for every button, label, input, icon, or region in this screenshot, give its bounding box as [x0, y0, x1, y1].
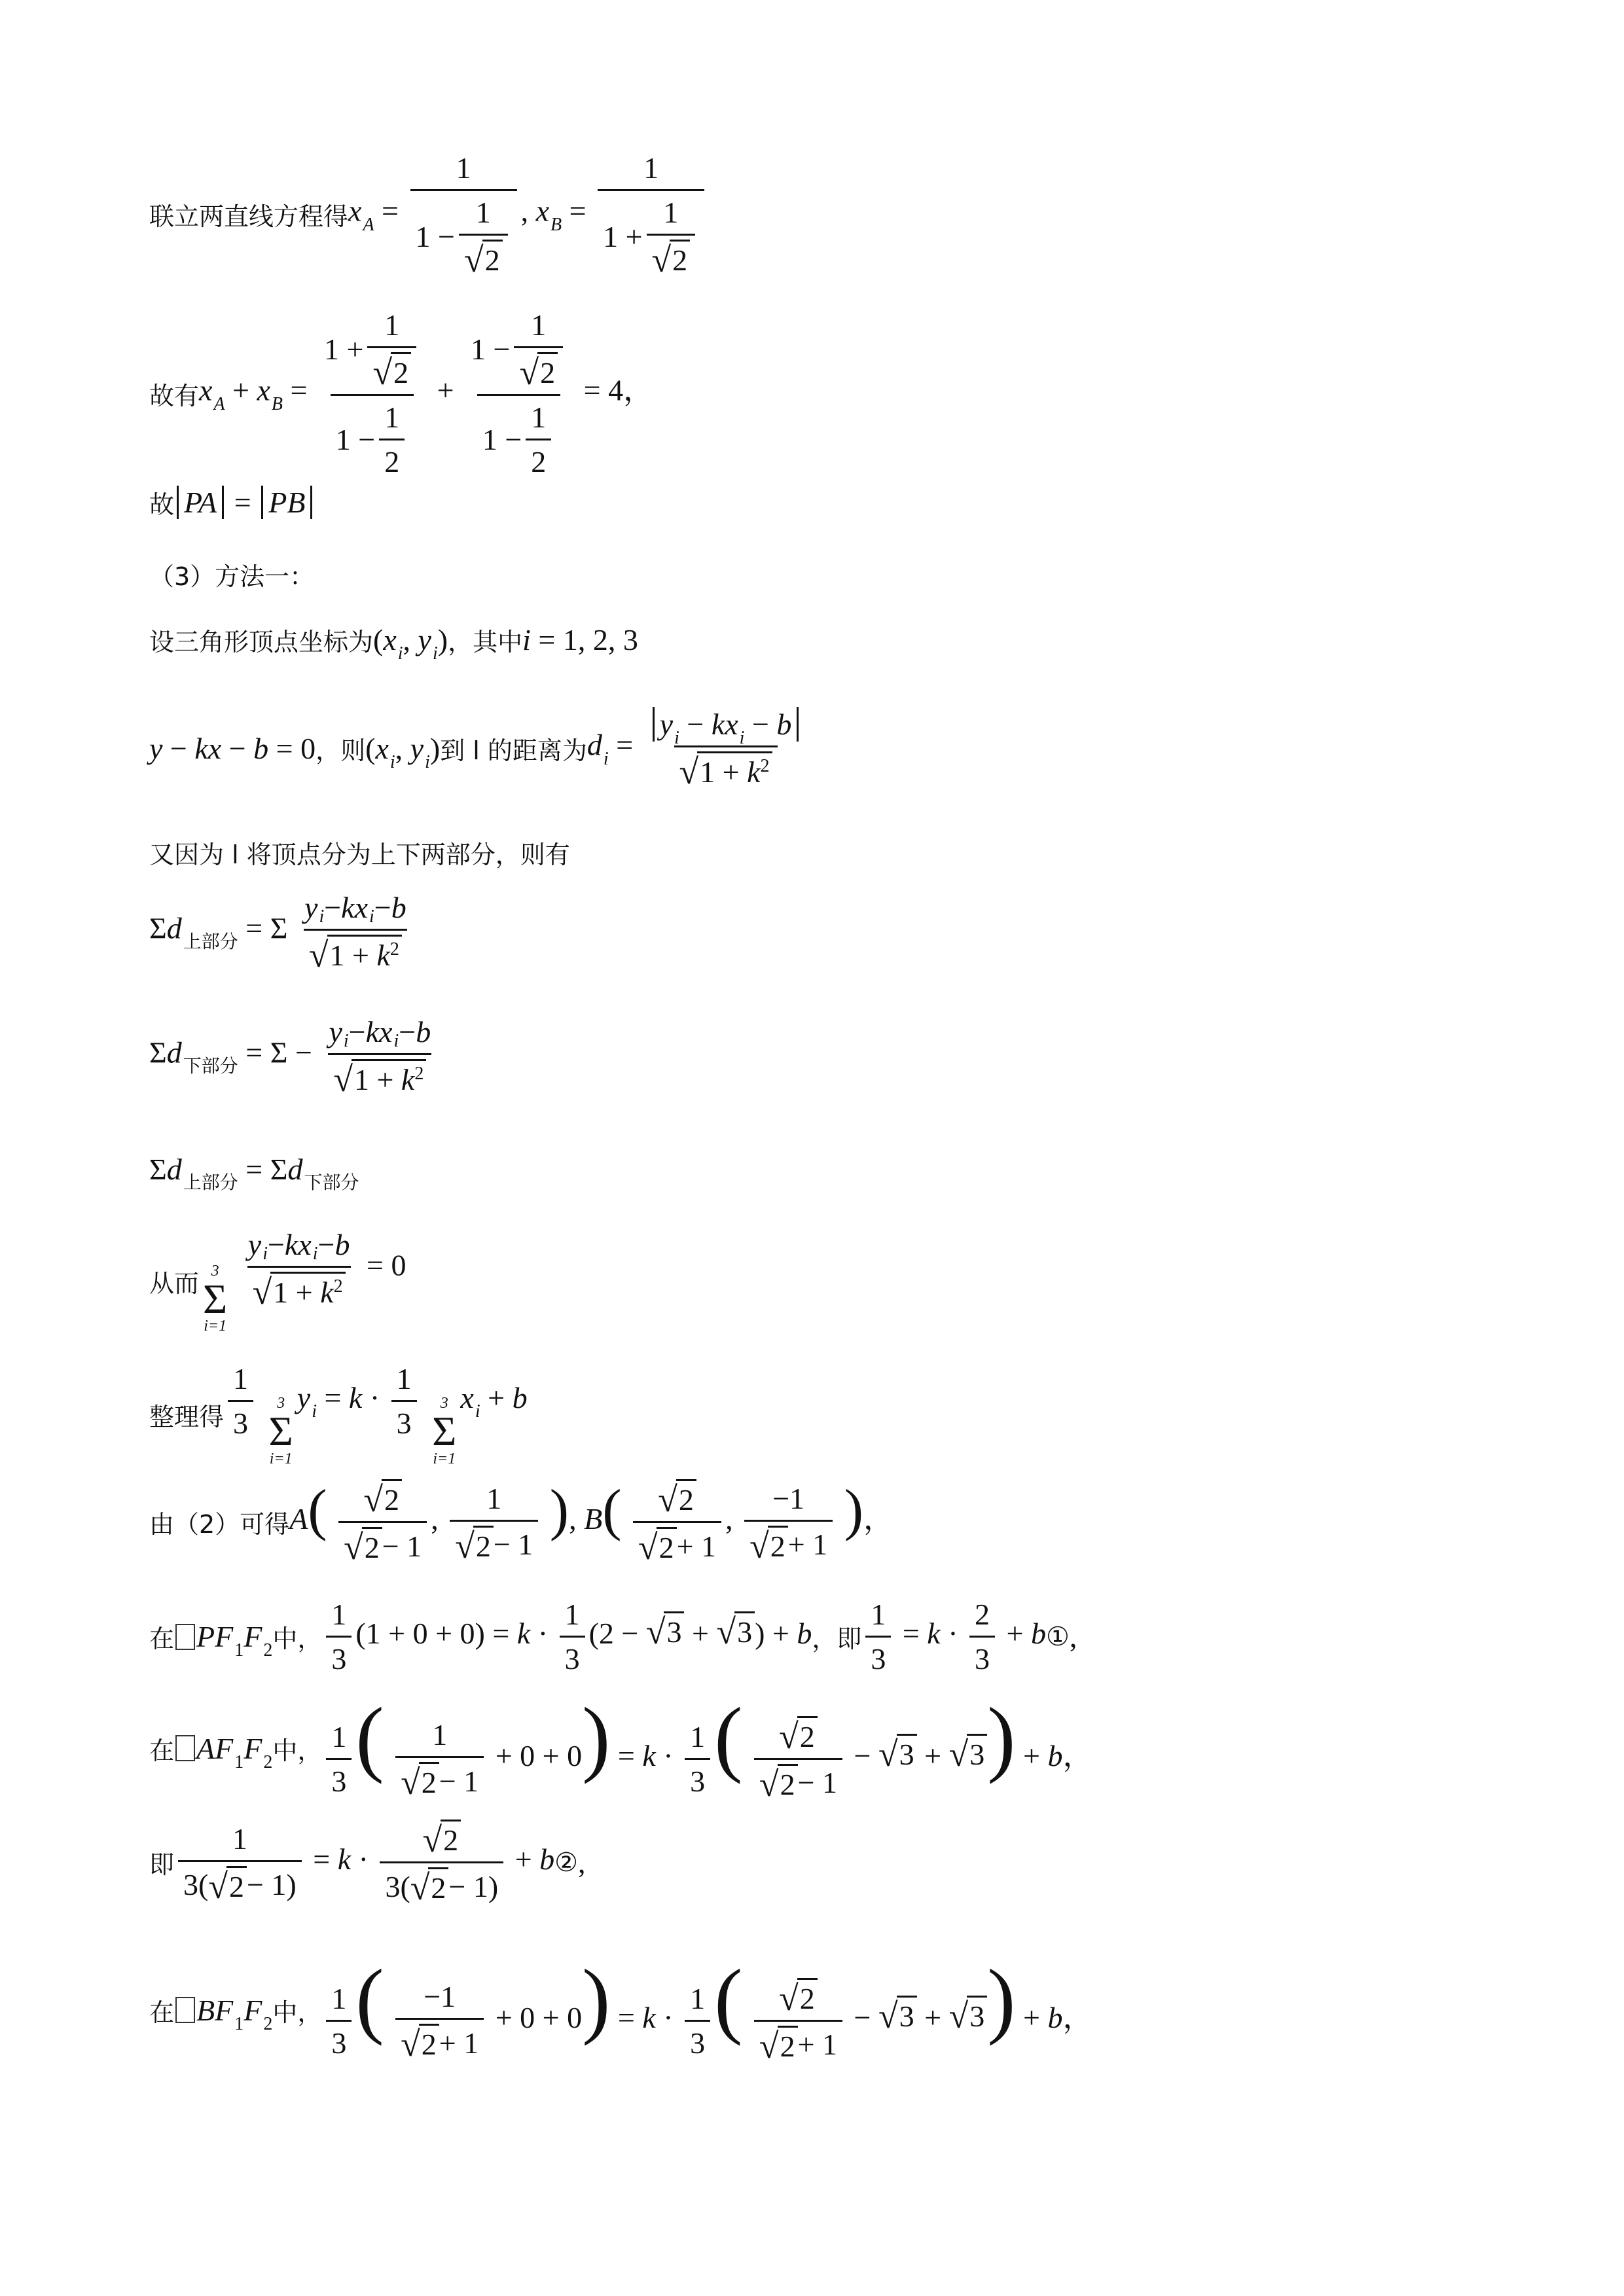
formula-pf1f2: $PF_1F_2$ [196, 1620, 273, 1660]
text-congerr: 从而 [149, 1269, 200, 1299]
label-upper: 上部分 [183, 931, 238, 952]
line-triangle-pf1f2: 在 $PF_1F_2$ 中， $\frac{1}{3}$ (1 + 0 + 0) = k · $\frac{1}{3}$ (2 − √ 3 + √ 3 ) + b ，即 $\frac{1}{3}$ = k · $\frac{2}{3}$ + b ① , [149, 1598, 1077, 1676]
text-zhong-2: 中， [272, 1736, 323, 1765]
text-zai-2: 在 [149, 1736, 175, 1765]
line-triangle-bf1f2 [149, 1952, 1093, 2066]
formula-pa-pb: PA = PB [174, 485, 315, 520]
formula-di: $d_i$ = $y_i - kx_i - b$ √ $1 + k^2$ [587, 707, 810, 789]
text-split: 又因为 l 将顶点分为上下两部分，则有 [149, 840, 570, 869]
formula-eq2: 1 3( √ 2 − 1) = k · √ 2 3( √ 2 − 1) + b [174, 1820, 554, 1905]
text-guyou: 故有 [149, 381, 200, 410]
line-distance [149, 707, 810, 789]
text-she: 设三角形顶点坐标为 [149, 628, 374, 656]
text-dao-l: 到 l 的距离为 [440, 736, 587, 765]
formula-eq1-simplified: $\frac{1}{3}$ = k · $\frac{2}{3}$ + b [861, 1597, 1046, 1676]
line-sum-upper [149, 890, 416, 973]
line-method-one [149, 556, 314, 592]
line-split [149, 834, 570, 870]
formula-sum: $x_A + x_B$ = 1 + 1 √ 2 1 − $\frac{1}{2}$ + 1 − 1 √ 2 1 − $\frac{1}{2}$ = 4， [199, 308, 654, 478]
text-ji: ，即 [812, 1624, 862, 1653]
label-upper-2: 上部分 [183, 1173, 238, 1193]
formula-point: ($x_i$, $y_i$) [365, 731, 441, 772]
formula-points: A( √ 2 √ 2 − 1 , 1 √ 2 − 1 ), B( √ 2 √ 2 + 1 , −1 √ 2 + 1 )， [289, 1479, 894, 1567]
text-ze: ，则 [316, 736, 366, 765]
text-zhong-1: 中， [272, 1624, 323, 1653]
text-zai-1: 在 [149, 1624, 175, 1653]
formula-eq1: $\frac{1}{3}$ (1 + 0 + 0) = k · $\frac{1}{3}$ (2 − √ 3 + √ 3 ) + b [322, 1597, 812, 1676]
formula-sum-lower: $\Sigma d_{下部分} = \Sigma$ − y i − kx i − b √ $1 + k^2$ [149, 1015, 431, 1099]
formula-xi-yi: ($x_i$, $y_i$) [373, 623, 448, 664]
formula-eq3-full: $\frac{1}{3}$ ( −1 √ 2 + 1 + 0 + 0) = k · $\frac{1}{3}$ ( √ 2 √ 2 + 1 − √ 3 + √ 3 ) + b， [322, 1957, 1092, 2064]
text-qizhong: ，其中 [448, 628, 523, 656]
text-zhong-3: 中， [272, 1998, 323, 2027]
line-points-ab [149, 1479, 893, 1565]
missing-glyph-box-2 [175, 1735, 195, 1761]
missing-glyph-box [175, 1624, 195, 1650]
label-eq2: ② [554, 1847, 578, 1878]
formula-sum-upper: $\Sigma d_{上部分} = \Sigma$ y i − kx i − b √ $1 + k^2$ [149, 891, 406, 975]
formula-i-range: i = 1, 2, 3 [522, 623, 638, 656]
line-pa-pb [149, 484, 315, 520]
line-sum-xa-xb [149, 308, 653, 479]
line-xa-xb [149, 151, 708, 278]
line-sum-equal [149, 1152, 359, 1193]
text-lianli: 联立两直线方程得 [149, 202, 349, 231]
line-therefore [149, 1227, 406, 1335]
formula-sum-zero: 3 Σ i=1 y i − kx i − b √ $1 + k^2$ = 0 [203, 1228, 406, 1335]
formula-sum-equal: $\Sigma d_{上部分} = \Sigma d_{下部分}$ [149, 1153, 359, 1193]
text-you2: 由（2）可得 [149, 1510, 290, 1539]
formula-af1f2: $AF_1F_2$ [196, 1731, 273, 1772]
text-zhengli: 整理得 [149, 1402, 225, 1431]
label-lower-2: 下部分 [304, 1173, 359, 1193]
formula-eq2-full: $\frac{1}{3}$ ( 1 √ 2 − 1 + 0 + 0) = k · $\frac{1}{3}$ ( √ 2 √ 2 − 1 − √ 3 + √ 3 ) + b， [322, 1695, 1092, 1802]
text-zai-3: 在 [149, 1998, 175, 2027]
label-eq1: ① [1046, 1621, 1070, 1652]
formula-xa-xb: $x_A$ = 1 1 − 1 √ 2 , $x_B$ = 1 1 + 1 √ 2 [348, 151, 708, 278]
text-gu: 故 [149, 490, 175, 519]
line-vertex-coords [149, 622, 638, 664]
label-lower: 下部分 [183, 1056, 238, 1077]
text-method-one: （3）方法一： [149, 562, 315, 591]
line-simplify [149, 1361, 528, 1468]
line-triangle-af1f2 [149, 1691, 1093, 1804]
line-sum-lower [149, 1014, 440, 1097]
formula-centroid: $\frac{1}{3}$ 3 Σ i=1 $y_i = k$ · $\frac{1}{3}$ 3 Σ i=1 $x_i + b$ [224, 1361, 528, 1468]
formula-line-eq: y − kx − b = 0 [149, 731, 316, 765]
formula-bf1f2: $BF_1F_2$ [196, 1993, 273, 2034]
line-eq2: 即 1 3( √ 2 − 1) = k · √ 2 3( √ 2 − 1) + b ② , [149, 1820, 586, 1907]
missing-glyph-box-3 [175, 1997, 195, 2023]
text-ji-2: 即 [149, 1850, 175, 1879]
